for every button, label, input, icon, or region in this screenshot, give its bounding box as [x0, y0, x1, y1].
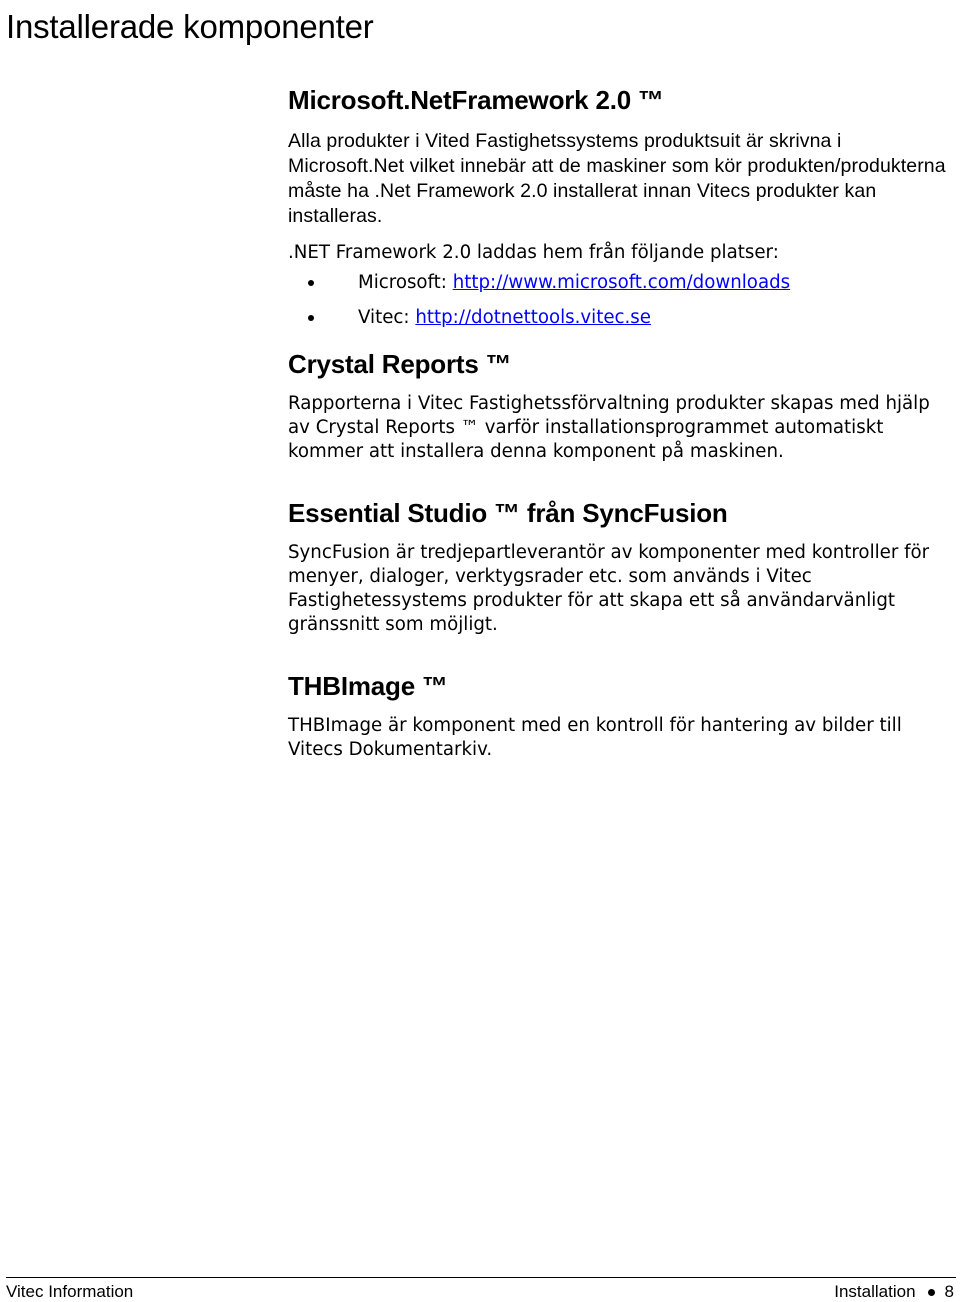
vitec-download-link[interactable]: http://dotnettools.vitec.se	[415, 307, 651, 328]
page-title: Installerade komponenter	[6, 8, 374, 45]
footer-page-number: 8	[944, 1282, 954, 1301]
netframework-paragraph: Alla produkter i Vited Fastighetssystems produktsuit är skrivna i Microsoft.Net vilket innebär att de maskiner som kör produkten/produkterna måste ha .Net Framework 2.0 installerat innan Vitecs produkter kan installeras.	[288, 130, 946, 227]
section-essential-studio	[288, 497, 956, 637]
document-content	[288, 84, 956, 762]
footer-bullet-icon	[928, 1289, 935, 1296]
essential-studio-paragraph: SyncFusion är tredjepartleverantör av komponenter med kontroller för menyer, dialoger, verktygsrader etc. som används i Vitec Fastighetessystems produkter för att skapa ett så användarvänligt gränssnitt som möjligt.	[288, 542, 930, 635]
section-heading-netframework: Microsoft.NetFramework 2.0 ™	[288, 85, 664, 115]
footer-document-title: Vitec Information	[6, 1282, 134, 1301]
thbimage-paragraph: THBImage är komponent med en kontroll för hantering av bilder till Vitecs Dokumentarkiv.	[288, 715, 902, 760]
download-label: Vitec:	[358, 307, 416, 328]
footer-page-info	[834, 1282, 954, 1302]
download-label: Microsoft:	[358, 272, 453, 293]
footer-chapter: Installation	[834, 1282, 916, 1301]
section-heading-crystal-reports: Crystal Reports ™	[288, 349, 512, 379]
section-heading-thbimage: THBImage ™	[288, 671, 448, 701]
download-list	[288, 271, 956, 330]
bullet-icon	[308, 315, 314, 321]
crystal-reports-paragraph: Rapporterna i Vitec Fastighetssförvaltning produkter skapas med hjälp av Crystal Reports ™ varför installationsprogrammet automatiskt kommer att installera denna komponent på maskinen.	[288, 393, 930, 462]
download-intro: .NET Framework 2.0 laddas hem från följande platser:	[288, 242, 779, 263]
footer-divider	[6, 1277, 956, 1278]
microsoft-download-link[interactable]: http://www.microsoft.com/downloads	[452, 272, 791, 293]
section-netframework	[288, 84, 956, 330]
download-item-microsoft	[288, 271, 956, 295]
section-heading-essential-studio: Essential Studio ™ från SyncFusion	[288, 498, 728, 528]
download-item-vitec	[288, 306, 956, 330]
section-thbimage	[288, 670, 956, 762]
bullet-icon	[308, 280, 314, 286]
section-crystal-reports	[288, 348, 956, 464]
